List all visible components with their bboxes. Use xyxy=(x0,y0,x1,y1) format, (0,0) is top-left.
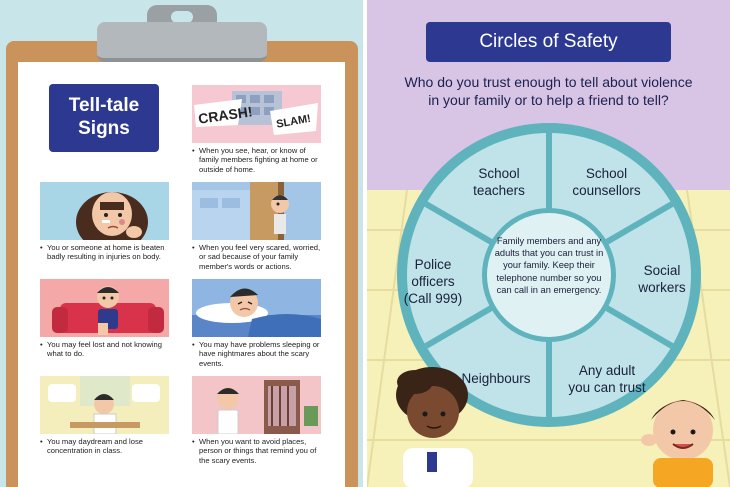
sign-caption-6: • You may daydream and lose concentration in class. xyxy=(40,437,143,456)
segment-neighbours: Neighbours xyxy=(461,371,531,386)
clipboard-clip xyxy=(97,22,267,62)
daydreaming-child-illustration xyxy=(40,376,169,434)
segment-police-officers: Police officers (Call 999) xyxy=(403,257,463,306)
sign-caption-7: • When you want to avoid places, person or things that remind you of the scary events. xyxy=(192,437,317,465)
tell-tale-signs-title: Tell-tale Signs xyxy=(49,84,159,152)
tell-tale-signs-panel xyxy=(0,0,363,487)
boy-character xyxy=(641,400,715,487)
slam-sound-text: SLAM! xyxy=(275,112,312,131)
injured-girl-illustration xyxy=(40,182,169,240)
child-avoiding-place-illustration xyxy=(192,376,321,434)
segment-social-workers: Social workers xyxy=(638,263,686,295)
circles-of-safety-panel xyxy=(367,0,730,487)
sign-caption-4: • You may feel lost and not knowing what to do. xyxy=(40,340,162,359)
trust-question: Who do you trust enough to tell about violence in your family or to help a friend to tell? xyxy=(404,74,693,108)
child-in-bed-illustration xyxy=(192,279,321,337)
segment-any-adult: Any adult you can trust xyxy=(568,363,646,395)
wheel-center-text: Family members and any adults that you can trust in your family. Keep their telephone number so you can call in an emergency. xyxy=(494,236,604,295)
sign-caption-1: • When you see, hear, or know of family members fighting at home or outside of home. xyxy=(192,146,318,174)
sign-caption-2: • You or someone at home is beaten badly resulting in injuries on body. xyxy=(40,243,165,262)
crash-sound-text: CRASH! xyxy=(197,103,254,127)
circles-of-safety-title: Circles of Safety xyxy=(426,22,671,62)
child-on-sofa-illustration xyxy=(40,279,169,337)
sign-caption-3: • When you feel very scared, worried, or sad because of your family member's words or actions. xyxy=(192,243,321,271)
sign-caption-5: • You may have problems sleeping or have nightmares about the scary events. xyxy=(192,340,320,368)
segment-school-counsellors: School counsellors xyxy=(572,166,641,198)
crash-slam-illustration xyxy=(192,85,321,143)
scared-child-door-illustration xyxy=(192,182,321,240)
segment-school-teachers: School teachers xyxy=(473,166,525,198)
